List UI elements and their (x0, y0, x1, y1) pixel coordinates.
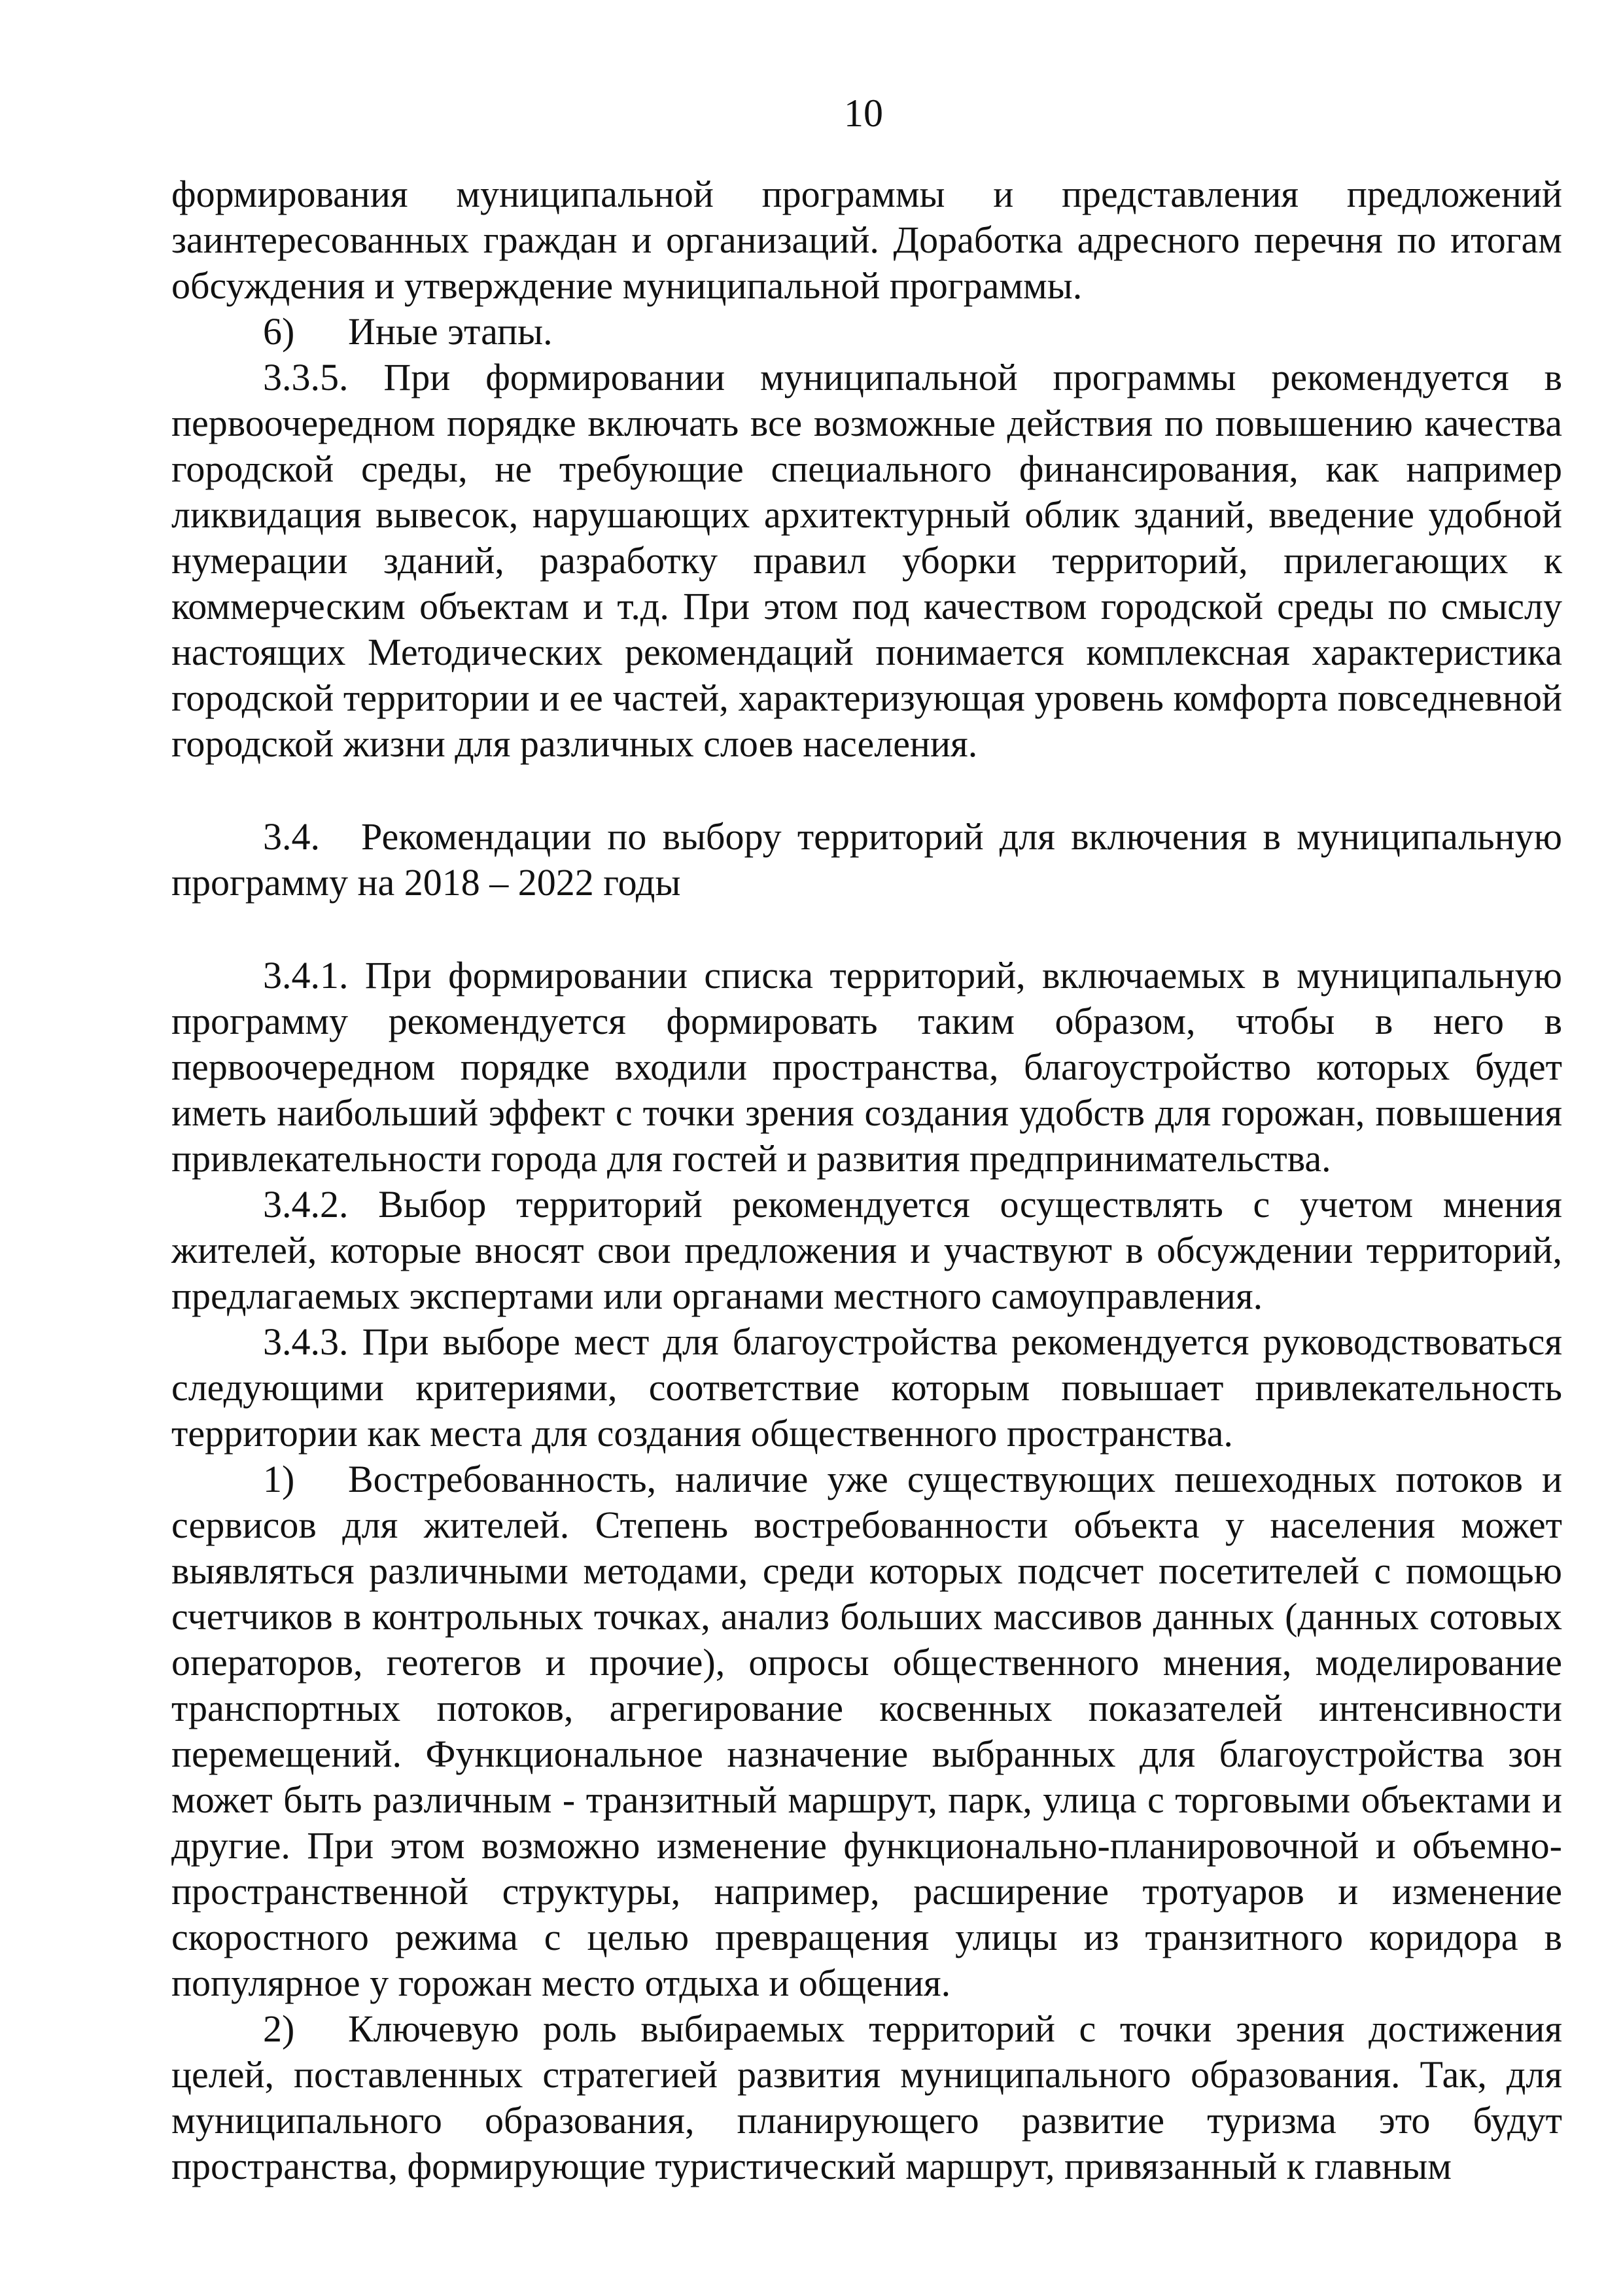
list-item-text: Иные этапы. (348, 310, 553, 353)
list-item-2 (171, 2006, 1562, 2189)
paragraph-3-4-3: 3.4.3. При выборе мест для благоустройства рекомендуется руководствоваться следующими критериями, соответствие которым повышает привлекательность территории как места для создания общественного пространства. (171, 1320, 1562, 1455)
list-item-1 (171, 1457, 1562, 2006)
list-marker: 2) (263, 2007, 295, 2050)
page-number: 10 (844, 92, 883, 135)
paragraph-3-3-5: 3.3.5. При формировании муниципальной программы рекомендуется в первоочередном порядке включать все возможные действия по повышению качества городской среды, не требующие специального финансирования, как например ликвидация вывесок, нарушающих архитектурный облик зданий, введение удобной нумерации зданий, разработку правил уборки территорий, прилегающих к коммерческим объектам и т.д. При этом под качеством городской среды по смыслу настоящих Методических рекомендаций понимается комплексная характеристика городской территории и ее частей, характеризующая уровень комфорта повседневной городской жизни для различных слоев населения. (171, 356, 1562, 765)
list-marker: 6) (263, 310, 295, 353)
section-heading-3-4 (171, 814, 1562, 906)
section-spacer (171, 767, 1562, 814)
section-title: Рекомендации по выбору территорий для включения в муниципальную программу на 2018 – 2022 годы (171, 815, 1562, 904)
list-item-text: Востребованность, наличие уже существующих пешеходных потоков и сервисов для жителей. Степень востребованности объекта у населения может выявляться различными методами, среди которых подсчет посетителей с помощью счетчиков в контрольных точках, анализ больших массивов данных (данных сотовых операторов, геотегов и прочие), опросы общественного мнения, моделирование транспортных потоков, агрегирование косвенных показателей интенсивности перемещений. Функциональное назначение выбранных для благоустройства зон может быть различным - транзитный маршрут, парк, улица с торговыми объектами и другие. При этом возможно изменение функционально-планировочной и объемно-пространственной структуры, например, расширение тротуаров и изменение скоростного режима с целью превращения улицы из транзитного коридора в популярное у горожан место отдыха и общения. (171, 1458, 1562, 2004)
list-item-6 (171, 309, 1562, 355)
paragraph-3-4-1: 3.4.1. При формировании списка территорий, включаемых в муниципальную программу рекомендуется формировать таким образом, чтобы в него в первоочередном порядке входили пространства, благоустройство которых будет иметь наибольший эффект с точки зрения создания удобств для горожан, повышения привлекательности города для гостей и развития предпринимательства. (171, 954, 1562, 1180)
paragraph-3-4-2: 3.4.2. Выбор территорий рекомендуется осуществлять с учетом мнения жителей, которые вносят свои предложения и участвуют в обсуждении территорий, предлагаемых экспертами или органами местного самоуправления. (171, 1183, 1562, 1317)
section-spacer (171, 906, 1562, 953)
section-number: 3.4. (263, 815, 320, 858)
document-body (171, 171, 1562, 2189)
list-marker: 1) (263, 1458, 295, 1500)
paragraph-continuation: формирования муниципальной программы и представления предложений заинтересованных граждан и организаций. Доработка адресного перечня по итогам обсуждения и утверждение муниципальной программы. (171, 173, 1562, 307)
list-item-text: Ключевую роль выбираемых территорий с точки зрения достижения целей, поставленных стратегией развития муниципального образования. Так, для муниципального образования, планирующего развитие туризма это будут пространства, формирующие туристический маршрут, привязанный к главным (171, 2007, 1562, 2187)
